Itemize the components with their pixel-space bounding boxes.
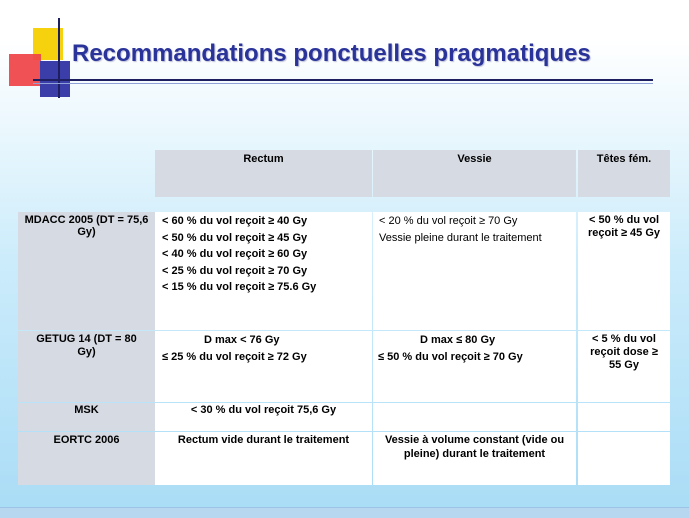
mdacc-tetes-cell: < 50 % du vol reçoit ≥ 45 Gy (578, 212, 670, 330)
slide-footer-bar (0, 507, 689, 518)
getug-rectum-line: D max < 76 Gy (204, 334, 280, 346)
getug-vessie-line: ≤ 50 % du vol reçoit ≥ 70 Gy (378, 350, 523, 363)
mdacc-rectum-cell (155, 212, 372, 330)
mdacc-rectum-line: < 25 % du vol reçoit ≥ 70 Gy (162, 264, 308, 277)
eortc-tetes-cell (578, 432, 670, 485)
getug-rectum-line: ≤ 25 % du vol reçoit ≥ 72 Gy (162, 350, 307, 363)
row-label-getug: GETUG 14 (DT = 80 Gy) (18, 331, 155, 402)
getug-tetes-cell: < 5 % du vol reçoit dose ≥ 55 Gy (578, 331, 670, 402)
slide-title: Recommandations ponctuelles pragmatiques (72, 40, 591, 67)
row-label-msk: MSK (18, 403, 155, 431)
msk-tetes-cell (578, 403, 670, 431)
msk-vessie-cell (373, 403, 576, 431)
mdacc-rectum-line: < 50 % du vol reçoit ≥ 45 Gy (162, 231, 308, 244)
red-square-decoration (9, 54, 41, 86)
header-vessie: Vessie (373, 150, 576, 197)
msk-rectum-cell: < 30 % du vol reçoit 75,6 Gy (155, 403, 372, 431)
mdacc-vessie-cell (373, 212, 576, 330)
row-label-eortc: EORTC 2006 (18, 432, 155, 485)
mdacc-rectum-line: < 40 % du vol reçoit ≥ 60 Gy (162, 248, 308, 260)
title-underline (33, 79, 653, 81)
getug-vessie-line: D max ≤ 80 Gy (420, 334, 496, 346)
header-tetes-femorales: Têtes fém. (578, 150, 670, 197)
mdacc-vessie-line: < 20 % du vol reçoit ≥ 70 Gy (379, 215, 518, 227)
eortc-vessie-cell: Vessie à volume constant (vide ou pleine) durant le traitement (373, 432, 576, 485)
mdacc-vessie-line: Vessie pleine durant le traitement (379, 231, 542, 244)
vertical-rule (58, 18, 60, 98)
mdacc-rectum-line: < 15 % du vol reçoit ≥ 75.6 Gy (162, 281, 317, 293)
mdacc-rectum-line: < 60 % du vol reçoit ≥ 40 Gy (162, 215, 308, 227)
getug-rectum-cell (155, 331, 372, 402)
eortc-rectum-cell: Rectum vide durant le traitement (155, 432, 372, 485)
row-label-mdacc: MDACC 2005 (DT = 75,6 Gy) (18, 212, 155, 330)
title-underline-shadow (33, 83, 653, 84)
getug-vessie-cell (373, 331, 576, 402)
header-rectum: Rectum (155, 150, 372, 197)
